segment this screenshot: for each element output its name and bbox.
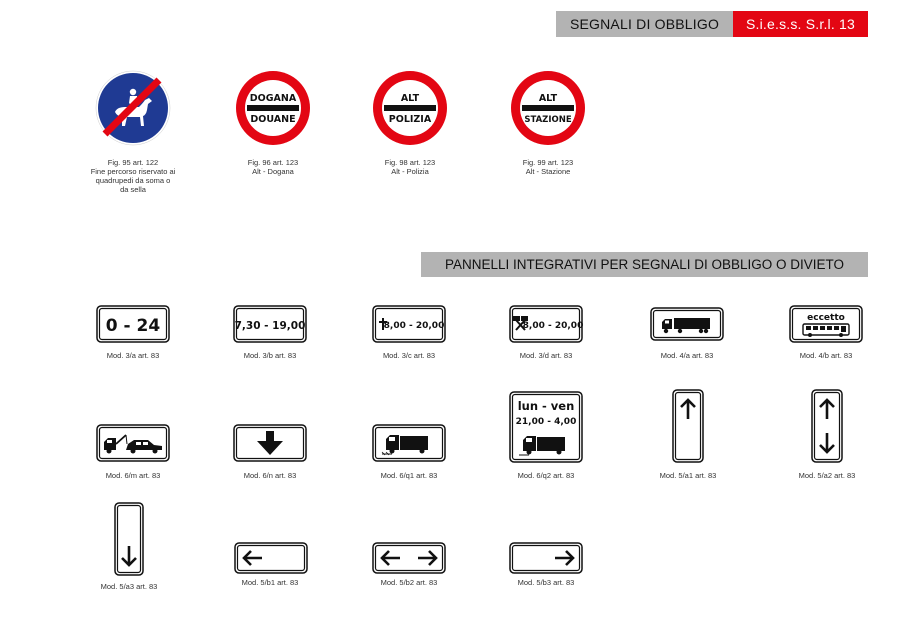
panel-mod-4a [650, 307, 724, 341]
panel-caption: Mod. 4/a art. 83 [660, 351, 714, 360]
panel-caption: Mod. 6/n art. 83 [243, 471, 297, 480]
panel-mod-5b3 [509, 542, 583, 574]
sign-alt-dogana [235, 70, 311, 146]
panel-caption: Mod. 3/b art. 83 [243, 351, 297, 360]
sign-bottom-text: POLIZIA [388, 114, 432, 125]
brand-badge: S.i.e.s.s. S.r.l. 13 [733, 11, 868, 37]
panel-caption: Mod. 5/a2 art. 83 [798, 471, 856, 480]
panel-mod-5a2 [811, 389, 843, 463]
sign-caption: Fig. 96 art. 123 Alt - Dogana [247, 158, 299, 176]
panel-caption: Mod. 3/d art. 83 [519, 351, 573, 360]
svg-text:8,00 - 20,00: 8,00 - 20,00 [383, 321, 445, 331]
sign-alt-stazione [510, 70, 586, 146]
sign-caption: Fig. 98 art. 123 Alt - Polizia [384, 158, 436, 176]
panel-mod-3d [509, 305, 583, 343]
panel-caption: Mod. 5/a3 art. 83 [100, 582, 158, 591]
sign-fine-percorso-quadrupedi [95, 70, 171, 146]
panel-caption: Mod. 5/a1 art. 83 [659, 471, 717, 480]
section-title: PANNELLI INTEGRATIVI PER SEGNALI DI OBBLIGO O DIVIETO [421, 252, 868, 277]
panel-mod-5a1 [672, 389, 704, 463]
panel-mod-3a [96, 305, 170, 343]
panel-mod-3b [233, 305, 307, 343]
svg-text:7,30 - 19,00: 7,30 - 19,00 [234, 320, 306, 332]
panel-caption: Mod. 3/c art. 83 [382, 351, 436, 360]
sign-bottom-text: DOUANE [250, 114, 296, 125]
sign-top-text: DOGANA [249, 93, 297, 104]
panel-caption: Mod. 6/m art. 83 [105, 471, 161, 480]
panel-caption: Mod. 6/q2 art. 83 [517, 471, 575, 480]
panel-mod-6n [233, 424, 307, 462]
panel-mod-5b1 [234, 542, 308, 574]
svg-text:8,00 - 20,00: 8,00 - 20,00 [522, 321, 583, 331]
panel-caption: Mod. 4/b art. 83 [799, 351, 853, 360]
panel-caption: Mod. 6/q1 art. 83 [380, 471, 438, 480]
panel-mod-5a3 [114, 502, 144, 576]
sign-caption: Fig. 95 art. 122 Fine percorso riservato ai quadrupedi da soma o da sella [90, 158, 176, 194]
svg-text:eccetto: eccetto [807, 313, 845, 323]
panel-mod-3c [372, 305, 446, 343]
sign-top-text: ALT [538, 93, 558, 104]
page-title: SEGNALI DI OBBLIGO [556, 11, 733, 37]
sign-caption: Fig. 99 art. 123 Alt - Stazione [522, 158, 574, 176]
panel-caption: Mod. 5/b1 art. 83 [241, 578, 299, 587]
horse-rider-icon [95, 70, 171, 146]
sign-alt-polizia [372, 70, 448, 146]
panel-mod-6q2 [509, 391, 583, 463]
panel-mod-6m [96, 424, 170, 462]
panel-caption: Mod. 5/b2 art. 83 [380, 578, 438, 587]
panel-caption: Mod. 3/a art. 83 [106, 351, 160, 360]
svg-text:21,00 - 4,00: 21,00 - 4,00 [515, 417, 577, 427]
panel-caption: Mod. 5/b3 art. 83 [517, 578, 575, 587]
sign-top-text: ALT [400, 93, 420, 104]
svg-text:0 - 24: 0 - 24 [105, 316, 161, 336]
svg-text:lun - ven: lun - ven [517, 399, 575, 413]
sign-bottom-text: STAZIONE [524, 115, 572, 125]
panel-mod-6q1 [372, 424, 446, 462]
panel-mod-4b [789, 305, 863, 343]
panel-mod-5b2 [372, 542, 446, 574]
